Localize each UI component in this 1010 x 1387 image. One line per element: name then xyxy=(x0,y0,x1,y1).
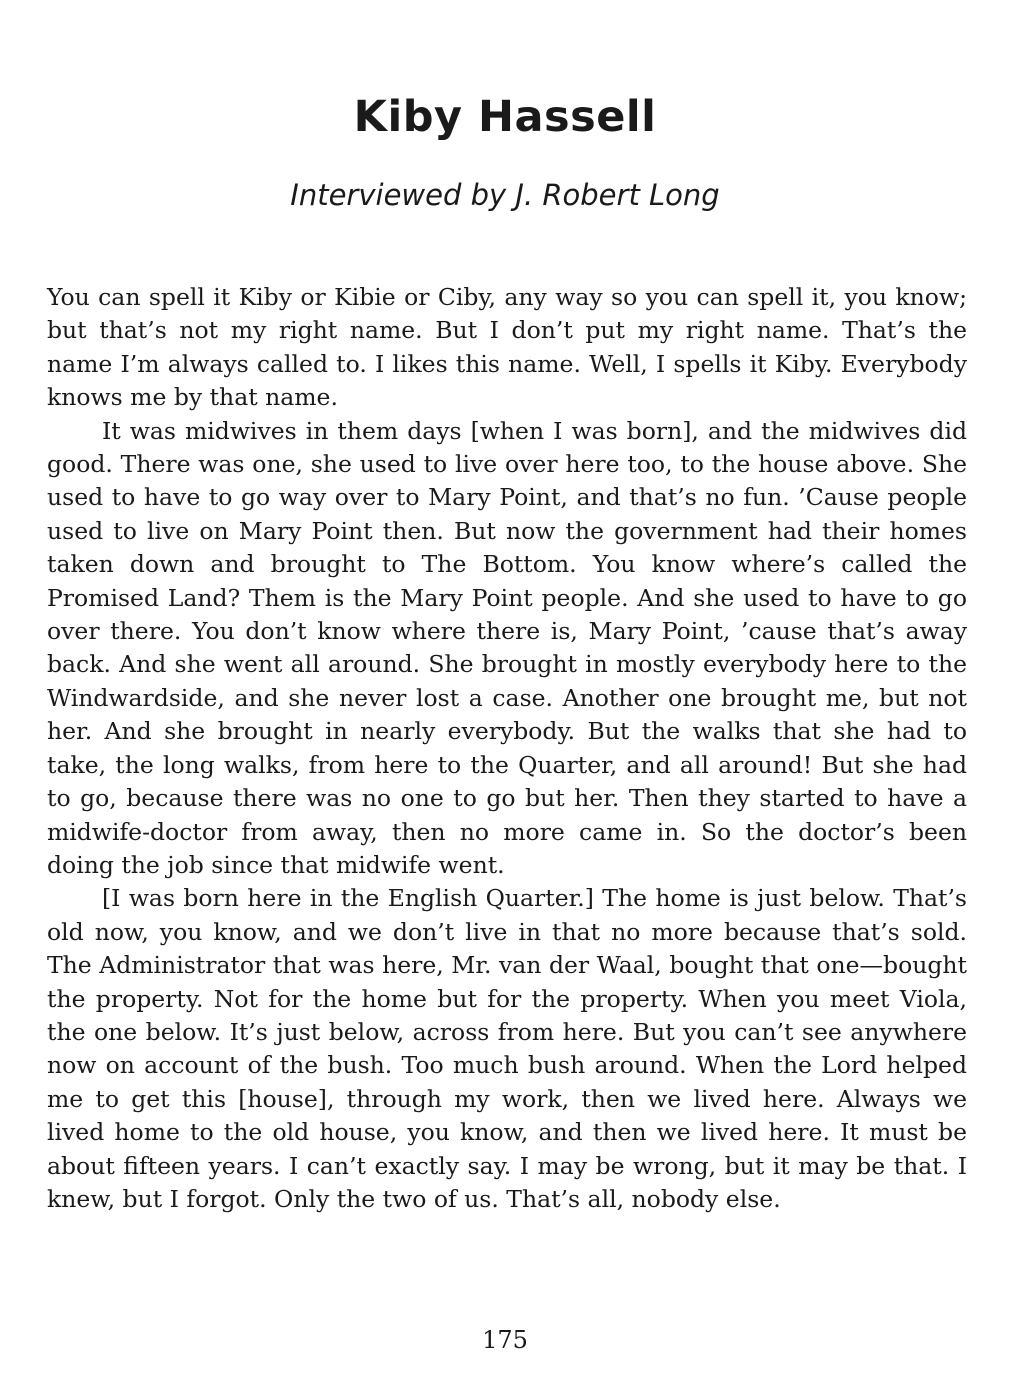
chapter-title: Kiby Hassell xyxy=(353,92,657,142)
paragraph-3: [I was born here in the English Quarter.] The home is just below. That’s old now, you know, and we don’t live in that no more because that’s sold. The Administrator that was here, Mr. van der Waal, bought that one—bought the property. Not for the home but for the property. When you meet Viola, the one below. It’s just below, across from here. But you can’t see anywhere now on account of the bush. Too much bush around. When the Lord helped me to get this [house], through my work, then we lived here. Always we lived home to the old house, you know, and then we lived here. It must be about fifteen years. I can’t exactly say. I may be wrong, but it may be that. I knew, but I forgot. Only the two of us. That’s all, nobody else. xyxy=(47,884,967,1213)
paragraph-2: It was midwives in them days [when I was born], and the midwives did good. There was one, she used to live over here too, to the house above. She used to have to go way over to Mary Point, and that’s no fun. ’Cause people used to live on Mary Point then. But now the government had their homes taken down and brought to The Bottom. You know where’s called the Promised Land? Them is the Mary Point people. And she used to have to go over there. You don’t know where there is, Mary Point, ’cause that’s away back. And she went all around. She brought in mostly everybody here to the Windwardside, and she never lost a case. Another one brought me, but not her. And she brought in nearly everybody. But the walks that she had to take, the long walks, from here to the Quarter, and all around! But she had to go, because there was no one to go but her. Then they started to have a midwife-doctor from away, then no more came in. So the doctor’s been doing the job since that midwife went. xyxy=(47,416,967,879)
interview-text xyxy=(47,281,967,1216)
paragraph-1: You can spell it Kiby or Kibie or Ciby, any way so you can spell it, you know; but that’s not my right name. But I don’t put my right name. That’s the name I’m always called to. I likes this name. Well, I spells it Kiby. Everybody knows me by that name. xyxy=(47,283,967,412)
page-number: 175 xyxy=(482,1326,528,1354)
interviewer-byline: Interviewed by J. Robert Long xyxy=(290,178,720,212)
